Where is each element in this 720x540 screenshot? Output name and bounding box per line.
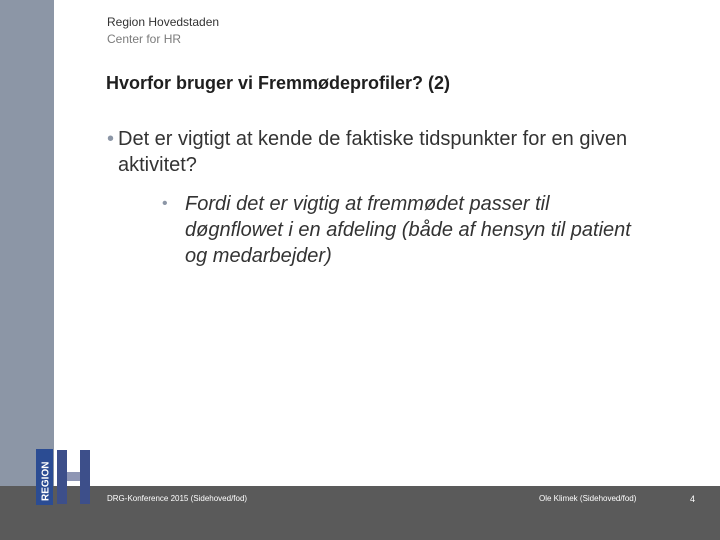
bullet-level-1	[107, 126, 667, 178]
region-hovedstaden-logo	[36, 449, 90, 505]
bullet-marker: •	[162, 195, 168, 212]
slide-title: Hvorfor bruger vi Fremmødeprofiler? (2)	[106, 73, 451, 93]
bullet-marker: •	[107, 128, 115, 150]
bullet-text: Det er vigtigt at kende de faktiske tidspunkter for en given aktivitet?	[118, 128, 628, 176]
footer-author-text: Ole Klimek (Sidehoved/fod)	[539, 494, 637, 503]
logo-region-text: REGION	[40, 461, 52, 501]
footer-conference-text: DRG-Konference 2015 (Sidehoved/fod)	[107, 494, 248, 503]
page-number: 4	[690, 494, 696, 504]
org-department: Center for HR	[107, 32, 182, 46]
bullet-text: Fordi det er vigtig at fremmødet passer til døgnflowet i en afdeling (både af hensyn til patient og medarbejder)	[185, 193, 631, 267]
logo-h-letter	[57, 450, 90, 504]
bullet-level-2	[162, 191, 632, 269]
org-name: Region Hovedstaden	[107, 15, 220, 29]
left-accent-band	[0, 0, 54, 486]
